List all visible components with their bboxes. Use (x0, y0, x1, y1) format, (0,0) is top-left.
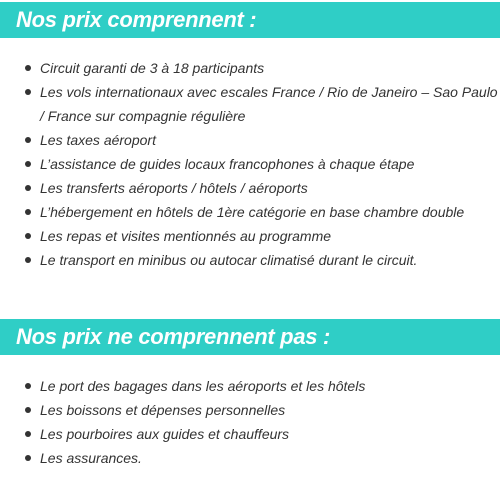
included-section-header (0, 2, 500, 38)
list-item (0, 56, 500, 80)
bullet-icon (25, 233, 31, 239)
bullet-icon (25, 383, 31, 389)
included-list (0, 56, 500, 272)
list-item (0, 152, 500, 176)
excluded-section-header (0, 319, 500, 355)
list-item-text: L’assistance de guides locaux francophones à chaque étape (40, 156, 415, 172)
bullet-icon (25, 407, 31, 413)
list-item (0, 422, 500, 446)
excluded-list (0, 374, 500, 470)
list-item (0, 224, 500, 248)
list-item-text: Les pourboires aux guides et chauffeurs (40, 426, 290, 442)
bullet-icon (25, 89, 31, 95)
bullet-icon (25, 257, 31, 263)
list-item (0, 374, 500, 398)
list-item-text: Les boissons et dépenses personnelles (40, 402, 286, 418)
list-item (0, 248, 500, 272)
bullet-icon (25, 137, 31, 143)
bullet-icon (25, 431, 31, 437)
list-item (0, 446, 500, 470)
list-item (0, 128, 500, 152)
included-section-title: Nos prix comprennent : (16, 7, 257, 32)
excluded-section-title: Nos prix ne comprennent pas : (16, 324, 331, 349)
list-item-text: Circuit garanti de 3 à 18 participants (40, 60, 265, 76)
list-item-text: Les transferts aéroports / hôtels / aéroports (40, 180, 308, 196)
list-item-text: Les assurances. (40, 450, 142, 466)
list-item-text: Les taxes aéroport (40, 132, 156, 148)
list-item (0, 200, 500, 224)
list-item-text: L’hébergement en hôtels de 1ère catégorie en base chambre double (40, 204, 465, 220)
list-item-text: Les repas et visites mentionnés au programme (40, 228, 332, 244)
bullet-icon (25, 161, 31, 167)
bullet-icon (25, 65, 31, 71)
list-item-text: Les vols internationaux avec escales France / Rio de Janeiro – Sao Paulo / France sur compagnie régulière (40, 84, 498, 124)
bullet-icon (25, 455, 31, 461)
bullet-icon (25, 185, 31, 191)
list-item (0, 176, 500, 200)
list-item (0, 80, 500, 128)
list-item-text: Le port des bagages dans les aéroports et les hôtels (40, 378, 366, 394)
list-item (0, 398, 500, 422)
list-item-text: Le transport en minibus ou autocar climatisé durant le circuit. (40, 252, 418, 268)
bullet-icon (25, 209, 31, 215)
